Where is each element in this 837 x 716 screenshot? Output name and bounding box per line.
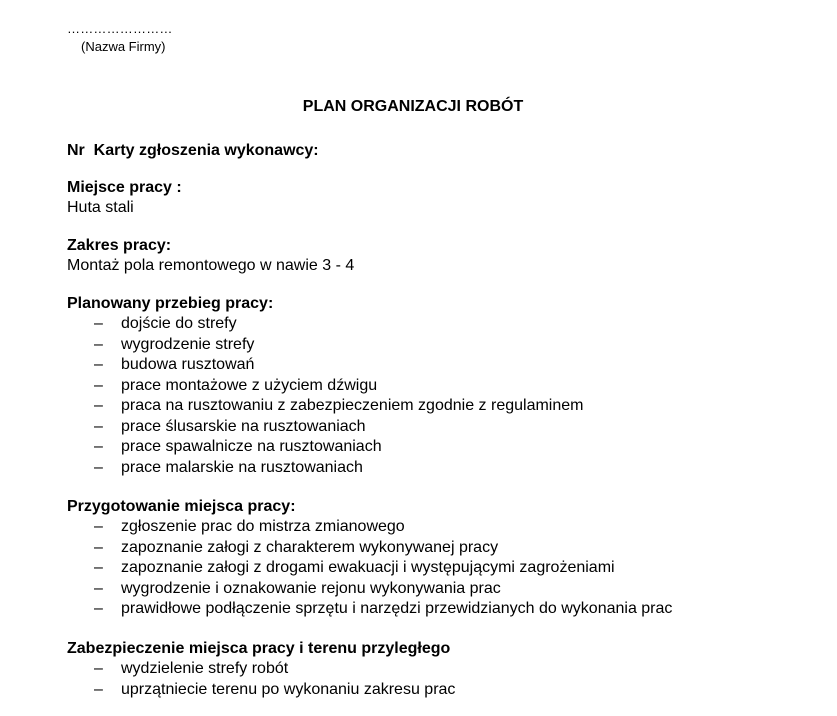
list-bullet: – [94, 376, 103, 394]
list-item-text: wydzielenie strefy robót [121, 660, 289, 677]
work-plan-heading: Planowany przebieg pracy: [67, 295, 274, 312]
list-item-text: prace ślusarskie na rusztowaniach [121, 417, 366, 435]
list-item-text: zapoznanie załogi z drogami ewakuacji i występującymi zagrożeniami [121, 559, 615, 576]
workplace-heading: Miejsce pracy : [67, 179, 182, 196]
list-bullet: – [94, 579, 103, 597]
workplace-preparation-heading: Przygotowanie miejsca pracy: [67, 498, 296, 515]
list-item-text: uprzątniecie terenu po wykonaniu zakresu prac [121, 680, 456, 698]
list-bullet: – [94, 417, 103, 435]
list-item-text: prace malarskie na rusztowaniach [121, 458, 363, 476]
scope-heading: Zakres pracy: [67, 237, 172, 254]
workplace-value: Huta stali [67, 199, 134, 216]
list-item-text: dojście do strefy [121, 315, 237, 332]
list-bullet: – [94, 356, 103, 373]
document-title: PLAN ORGANIZACJI ROBÓT [302, 98, 524, 115]
site-protection-heading: Zabezpieczenie miejsca pracy i terenu przyległego [67, 640, 451, 657]
list-item-text: budowa rusztowań [121, 356, 255, 373]
list-item-text: wygrodzenie strefy [121, 335, 255, 353]
scope-value: Montaż pola remontowego w nawie 3 - 4 [67, 257, 355, 274]
list-bullet: – [94, 315, 103, 332]
list-bullet: – [94, 438, 103, 455]
list-bullet: – [94, 559, 103, 576]
list-item-text: zapoznanie załogi z charakterem wykonywanej pracy [121, 538, 499, 556]
list-item-text: prace montażowe z użyciem dźwigu [121, 376, 378, 394]
list-bullet: – [94, 538, 103, 556]
list-item-text: prace spawalnicze na rusztowaniach [121, 438, 382, 455]
list-item-text: zgłoszenie prac do mistrza zmianowego [121, 518, 405, 535]
list-bullet: – [94, 680, 103, 698]
list-item-text: prawidłowe podłączenie sprzętu i narzędzi przewidzianych do wykonania prac [121, 600, 673, 617]
company-name-placeholder-dots: …………………… [67, 21, 173, 36]
list-item-text: praca na rusztowaniu z zabezpieczeniem zgodnie z regulaminem [121, 397, 584, 414]
list-bullet: – [94, 458, 103, 476]
list-bullet: – [94, 397, 103, 414]
list-bullet: – [94, 335, 103, 353]
company-name-label: (Nazwa Firmy) [81, 39, 166, 54]
list-bullet: – [94, 518, 103, 535]
list-item-text: wygrodzenie i oznakowanie rejonu wykonywania prac [121, 579, 501, 597]
card-number-heading: Nr Karty zgłoszenia wykonawcy: [67, 142, 319, 159]
list-bullet: – [94, 600, 103, 617]
list-bullet: – [94, 660, 103, 677]
